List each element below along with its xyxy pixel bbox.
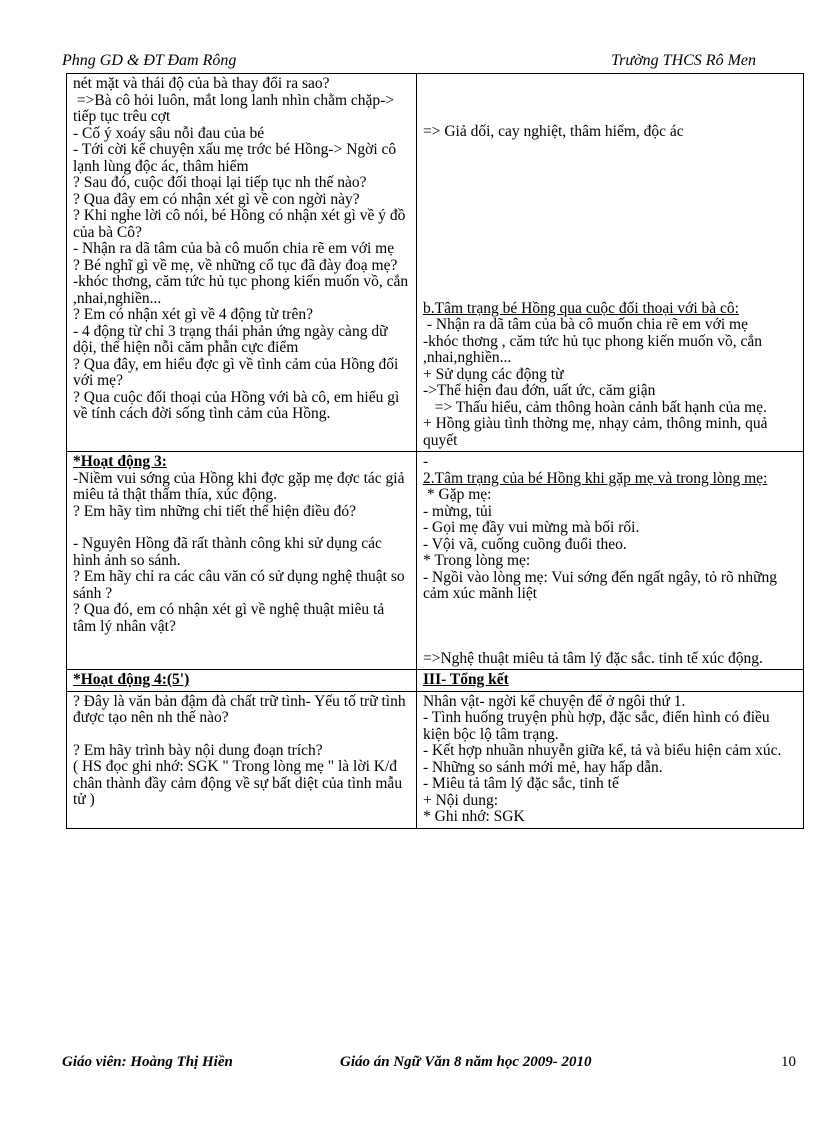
question-line: ? Em hãy trình bày nội dung đoạn trích?	[73, 741, 323, 759]
question-line: ? Em hãy chỉ ra các câu văn có sử dụng nghệ thuật so sánh ?	[73, 568, 409, 602]
text-line: Nhân vật- ngời kể chuyện để ở ngôi thứ 1.	[423, 692, 686, 710]
content-column	[417, 74, 803, 451]
content-column	[417, 692, 803, 828]
course-title: Giáo án Ngữ Văn 8 năm học 2009- 2010	[340, 1054, 592, 1070]
activity-heading: *Hoạt động 4:(5')	[73, 671, 190, 688]
section-heading: III- Tổng kết	[423, 671, 509, 688]
text-line: - Nhận ra dã tâm của bà cô muốn chia rẽ em với mẹ	[73, 240, 395, 257]
text-line: - Vội vã, cuống cuồng đuổi theo.	[423, 535, 627, 553]
text-line: => Giả dối, cay nghiệt, thâm hiểm, độc ác	[423, 123, 684, 140]
text-line: =>Bà cô hỏi luôn, mắt long lanh nhìn chằm chặp-> tiếp tục trêu cợt	[73, 91, 398, 125]
text-line: -khóc thơng , căm tức hủ tục phong kiến muốn vồ, cắn ,nhai,nghiền...	[423, 332, 766, 366]
question-line: ? Qua cuộc đối thoại của Hồng với bà cô, em hiểu gì về tính cách đời sống tình cảm của Hồng.	[73, 388, 404, 422]
text-line: -khóc thơng, căm tức hủ tục phong kiến muốn vồ, cắn ,nhai,nghiền...	[73, 273, 413, 307]
activity-column	[67, 670, 417, 691]
text-line: -	[423, 453, 429, 470]
question-line: ? Sau đó, cuộc đối thoại lại tiếp tục nh thế nào?	[73, 174, 367, 191]
question-line: ? Qua đó, em có nhận xét gì về nghệ thuật miêu tả tâm lý nhân vật?	[73, 601, 389, 635]
text-line: - mừng, tủi	[423, 502, 493, 520]
content-column	[417, 452, 803, 669]
page-number: 10	[781, 1054, 796, 1070]
question-line: ? Em hãy tìm những chi tiết thể hiện điều đó?	[73, 502, 357, 520]
page-header	[62, 52, 762, 72]
table-row	[67, 691, 803, 828]
question-line: ? Bé nghĩ gì về mẹ, về những cổ tục đã đày đoạ mẹ?	[73, 256, 398, 274]
text-line: - Những so sánh mới mẻ, hay hấp dẫn.	[423, 758, 663, 776]
question-line: ? Qua đây em có nhận xét gì về con ngời này?	[73, 190, 360, 208]
text-line: ->Thể hiện đau đớn, uất ức, căm giận	[423, 382, 656, 399]
text-line: + Nội dung:	[423, 791, 499, 809]
activity-column	[67, 692, 417, 828]
text-line: + Hồng giàu tình thờng mẹ, nhạy cảm, thông minh, quả quyết	[423, 415, 772, 449]
text-line: - Tới cời kể chuyện xấu mẹ trớc bé Hồng-> Ngời cô lạnh lùng độc ác, thâm hiểm	[73, 141, 401, 175]
text-line: - Nguyên Hồng đã rất thành công khi sử dụng các hình ảnh so sánh.	[73, 535, 386, 569]
activity-heading: *Hoạt động 3:	[73, 453, 167, 470]
text-line: - Nhận ra dã tâm của bà cô muốn chia rẽ em với mẹ	[423, 316, 748, 333]
text-line: =>Nghệ thuật miêu tả tâm lý đặc sắc. tinh tế xúc động.	[423, 649, 763, 667]
text-line: -Niềm vui sớng của Hồng khi đợc gặp mẹ đợc tác giả miêu tả thật thấm thía, xúc động.	[73, 469, 409, 503]
text-line: * Ghi nhớ: SGK	[423, 808, 525, 825]
text-line: nét mặt và thái độ của bà thay đổi ra sao?	[73, 75, 330, 92]
text-line: ( HS đọc ghi nhớ: SGK " Trong lòng mẹ " là lời K/đ chân thành đầy cảm động về sự bất diệt của tình mẫu tử )	[73, 758, 406, 808]
table-row	[67, 669, 803, 691]
activity-column	[67, 452, 417, 669]
table-row	[67, 74, 803, 451]
question-line: ? Em có nhận xét gì về 4 động từ trên?	[73, 306, 313, 323]
content-column	[417, 670, 803, 691]
text-line: + Sử dụng các động từ	[423, 365, 564, 383]
text-line: - Kết hợp nhuần nhuyễn giữa kể, tả và biểu hiện cảm xúc.	[423, 742, 782, 759]
section-heading: 2.Tâm trạng của bé Hồng khi gặp mẹ và trong lòng mẹ:	[423, 469, 768, 487]
text-line: * Trong lòng mẹ:	[423, 552, 531, 569]
lesson-table	[66, 73, 804, 829]
text-line: - Tình huống truyện phù hợp, đặc sắc, điển hình có điều kiện bộc lộ tâm trạng.	[423, 709, 774, 743]
question-line: ? Đây là văn bản đậm đà chất trữ tình- Yếu tố trữ tình được tạo nên nh thế nào?	[73, 692, 410, 726]
page-footer	[62, 1054, 802, 1074]
text-line: - Miêu tả tâm lý đặc sắc, tinh tế	[423, 775, 619, 792]
section-heading: b.Tâm trạng bé Hồng qua cuộc đối thoại với bà cô:	[423, 299, 739, 317]
text-line: * Gặp mẹ:	[423, 486, 492, 503]
text-line: - Ngồi vào lòng mẹ: Vui sớng đến ngất ngây, tỏ rõ những cảm xúc mãnh liệt	[423, 568, 781, 602]
text-line: - 4 động từ chỉ 3 trạng thái phản ứng ngày càng dữ dội, thể hiện nỗi căm phẫn cực điểm	[73, 322, 392, 356]
school-office: Phng GD & ĐT Đam Rông	[62, 52, 237, 69]
activity-column	[67, 74, 417, 451]
text-line: - Gọi mẹ đầy vui mừng mà bối rối.	[423, 519, 640, 536]
text-line: - Cố ý xoáy sâu nỗi đau của bé	[73, 124, 265, 142]
question-line: ? Qua đây, em hiểu đợc gì về tình cảm của Hồng đối với mẹ?	[73, 355, 403, 389]
question-line: ? Khi nghe lời cô nói, bé Hồng có nhận xét gì về ý đồ của bà Cô?	[73, 207, 410, 241]
school-name: Trường THCS Rô Men	[611, 52, 756, 69]
table-row	[67, 451, 803, 669]
text-line: => Thấu hiểu, cảm thông hoàn cảnh bất hạnh của mẹ.	[423, 398, 767, 416]
teacher-name: Giáo viên: Hoàng Thị Hiền	[62, 1054, 233, 1070]
